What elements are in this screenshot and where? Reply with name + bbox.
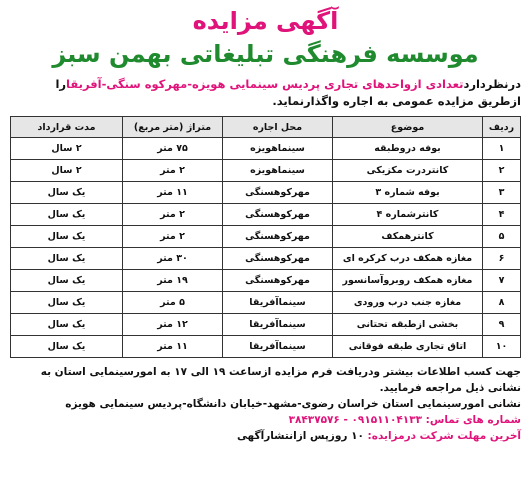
intro-highlight: تعدادی ازواحدهای تجاری پردیس سینمایی هویزه-مهرکوه سنگی-آفریقا	[66, 77, 464, 91]
deadline-line	[10, 428, 521, 444]
header-subject: موضوع	[333, 117, 483, 138]
cell-subject: بوفه شماره ۳	[333, 182, 483, 204]
organization-name: موسسه فرهنگی تبلیغاتی بهمن سبز	[52, 40, 479, 68]
cell-row-number: ۹	[483, 314, 521, 336]
header-location: محل اجاره	[223, 117, 333, 138]
cell-subject: بوفه دروطبقه	[333, 138, 483, 160]
footer-info	[10, 364, 521, 444]
cell-duration: یک سال	[11, 182, 123, 204]
table-row	[11, 160, 521, 182]
cell-area: ۲ متر	[123, 204, 223, 226]
cell-location: مهرکوهسنگی	[223, 182, 333, 204]
cell-subject: اتاق تجاری طبقه فوقانی	[333, 336, 483, 358]
cell-duration: یک سال	[11, 248, 123, 270]
info-line: جهت کسب اطلاعات بیشتر ودریافت فرم مزایده ازساعت ۱۹ الی ۱۷ به امورسینمایی استان به نشانی ذیل مراجعه فرمایید.	[40, 366, 521, 394]
cell-subject: کانترهمکف	[333, 226, 483, 248]
table-header-row	[11, 117, 521, 138]
cell-duration: یک سال	[11, 204, 123, 226]
cell-area: ۲ متر	[123, 160, 223, 182]
cell-duration: یک سال	[11, 314, 123, 336]
cell-duration: یک سال	[11, 292, 123, 314]
intro-paragraph	[10, 76, 521, 110]
cell-area: ۵ متر	[123, 292, 223, 314]
header-area: متراژ (متر مربع)	[123, 117, 223, 138]
cell-location: سینماهویزه	[223, 160, 333, 182]
table-row	[11, 292, 521, 314]
cell-area: ۱۱ متر	[123, 182, 223, 204]
header-row-number: ردیف	[483, 117, 521, 138]
deadline-value: ۱۰ روزپس ازانتشارآگهی	[236, 430, 364, 442]
cell-location: مهرکوهسنگی	[223, 248, 333, 270]
table-row	[11, 270, 521, 292]
cell-subject: مغازه همکف روبروآسانسور	[333, 270, 483, 292]
cell-row-number: ۱	[483, 138, 521, 160]
cell-row-number: ۱۰	[483, 336, 521, 358]
cell-location: مهرکوهسنگی	[223, 226, 333, 248]
cell-row-number: ۷	[483, 270, 521, 292]
ad-title: آگهی مزایده	[192, 7, 339, 35]
table-row	[11, 204, 521, 226]
cell-area: ۳۰ متر	[123, 248, 223, 270]
cell-row-number: ۶	[483, 248, 521, 270]
cell-duration: یک سال	[11, 336, 123, 358]
intro-suffix: را ازطریق مزایده عمومی به اجاره واگذارنماید.	[55, 77, 521, 108]
cell-duration: ۲ سال	[11, 138, 123, 160]
table-row	[11, 138, 521, 160]
auction-table	[10, 116, 521, 358]
cell-subject: بخشی ازطبقه تحتانی	[333, 314, 483, 336]
cell-duration: یک سال	[11, 226, 123, 248]
deadline-label: آخرین مهلت شرکت درمزایده:	[367, 430, 521, 442]
table-row	[11, 182, 521, 204]
cell-area: ۱۲ متر	[123, 314, 223, 336]
intro-prefix: درنظردارد	[463, 77, 521, 91]
cell-location: سینماآفریقا	[223, 314, 333, 336]
cell-area: ۲ متر	[123, 226, 223, 248]
cell-location: سینماآفریقا	[223, 336, 333, 358]
cell-location: مهرکوهسنگی	[223, 270, 333, 292]
cell-location: سینماهویزه	[223, 138, 333, 160]
cell-duration: ۲ سال	[11, 160, 123, 182]
address-line: نشانی امورسینمایی استان خراسان رضوی-مشهد-خیابان دانشگاه-پردیس سینمایی هویزه	[65, 398, 521, 410]
cell-row-number: ۳	[483, 182, 521, 204]
cell-area: ۷۵ متر	[123, 138, 223, 160]
cell-area: ۱۱ متر	[123, 336, 223, 358]
cell-location: مهرکوهسنگی	[223, 204, 333, 226]
cell-row-number: ۵	[483, 226, 521, 248]
cell-subject: کانتردرت مکزیکی	[333, 160, 483, 182]
cell-subject: مغازه همکف درب کرکره ای	[333, 248, 483, 270]
table-row	[11, 248, 521, 270]
cell-row-number: ۲	[483, 160, 521, 182]
cell-location: سینماآفریقا	[223, 292, 333, 314]
table-row	[11, 314, 521, 336]
cell-subject: کانترشماره ۴	[333, 204, 483, 226]
cell-subject: مغازه جنب درب ورودی	[333, 292, 483, 314]
table-row	[11, 336, 521, 358]
table-row	[11, 226, 521, 248]
cell-row-number: ۸	[483, 292, 521, 314]
cell-duration: یک سال	[11, 270, 123, 292]
contact-numbers: شماره های تماس: ۰۹۱۵۱۱۰۴۱۳۳ - ۳۸۴۳۷۵۷۶	[288, 414, 521, 426]
header-contract-duration: مدت قرارداد	[11, 117, 123, 138]
cell-row-number: ۴	[483, 204, 521, 226]
cell-area: ۱۹ متر	[123, 270, 223, 292]
